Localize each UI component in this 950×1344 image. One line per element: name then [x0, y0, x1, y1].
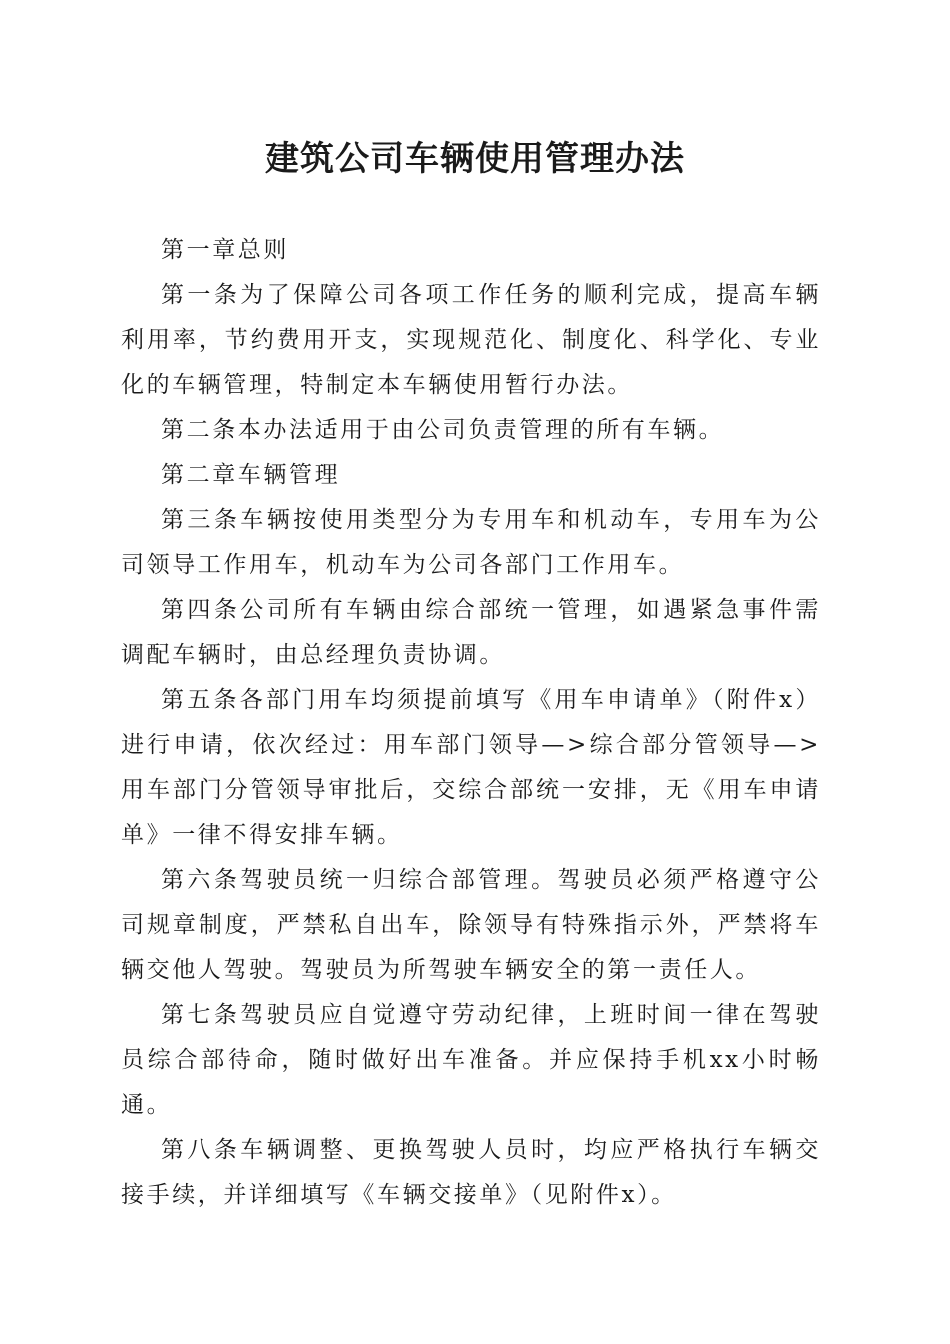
document-body — [121, 228, 821, 1218]
article-3: 第三条车辆按使用类型分为专用车和机动车，专用车为公司领导工作用车，机动车为公司各部门工作用车。 — [121, 507, 821, 578]
article-7: 第七条驾驶员应自觉遵守劳动纪律，上班时间一律在驾驶员综合部待命，随时做好出车准备。并应保持手机xx小时畅通。 — [121, 1002, 821, 1118]
article-1: 第一条为了保障公司各项工作任务的顺利完成，提高车辆利用率，节约费用开支，实现规范化、制度化、科学化、专业化的车辆管理，特制定本车辆使用暂行办法。 — [121, 282, 821, 398]
document-title: 建筑公司车辆使用管理办法 — [265, 139, 685, 179]
article-5: 第五条各部门用车均须提前填写《用车申请单》（附件x）进行申请，依次经过：用车部门领导—>综合部分管领导—>用车部门分管领导审批后，交综合部统一安排，无《用车申请单》一律不得安排车辆。 — [121, 687, 821, 848]
chapter-heading-2: 第二章车辆管理 — [161, 462, 341, 488]
chapter-heading-1: 第一章总则 — [161, 237, 289, 263]
article-6: 第六条驾驶员统一归综合部管理。驾驶员必须严格遵守公司规章制度，严禁私自出车，除领导有特殊指示外，严禁将车辆交他人驾驶。驾驶员为所驾驶车辆安全的第一责任人。 — [121, 867, 821, 983]
article-8: 第八条车辆调整、更换驾驶人员时，均应严格执行车辆交接手续，并详细填写《车辆交接单》（见附件x）。 — [121, 1137, 821, 1208]
article-2: 第二条本办法适用于由公司负责管理的所有车辆。 — [161, 417, 725, 443]
article-4: 第四条公司所有车辆由综合部统一管理，如遇紧急事件需调配车辆时，由总经理负责协调。 — [121, 597, 821, 668]
